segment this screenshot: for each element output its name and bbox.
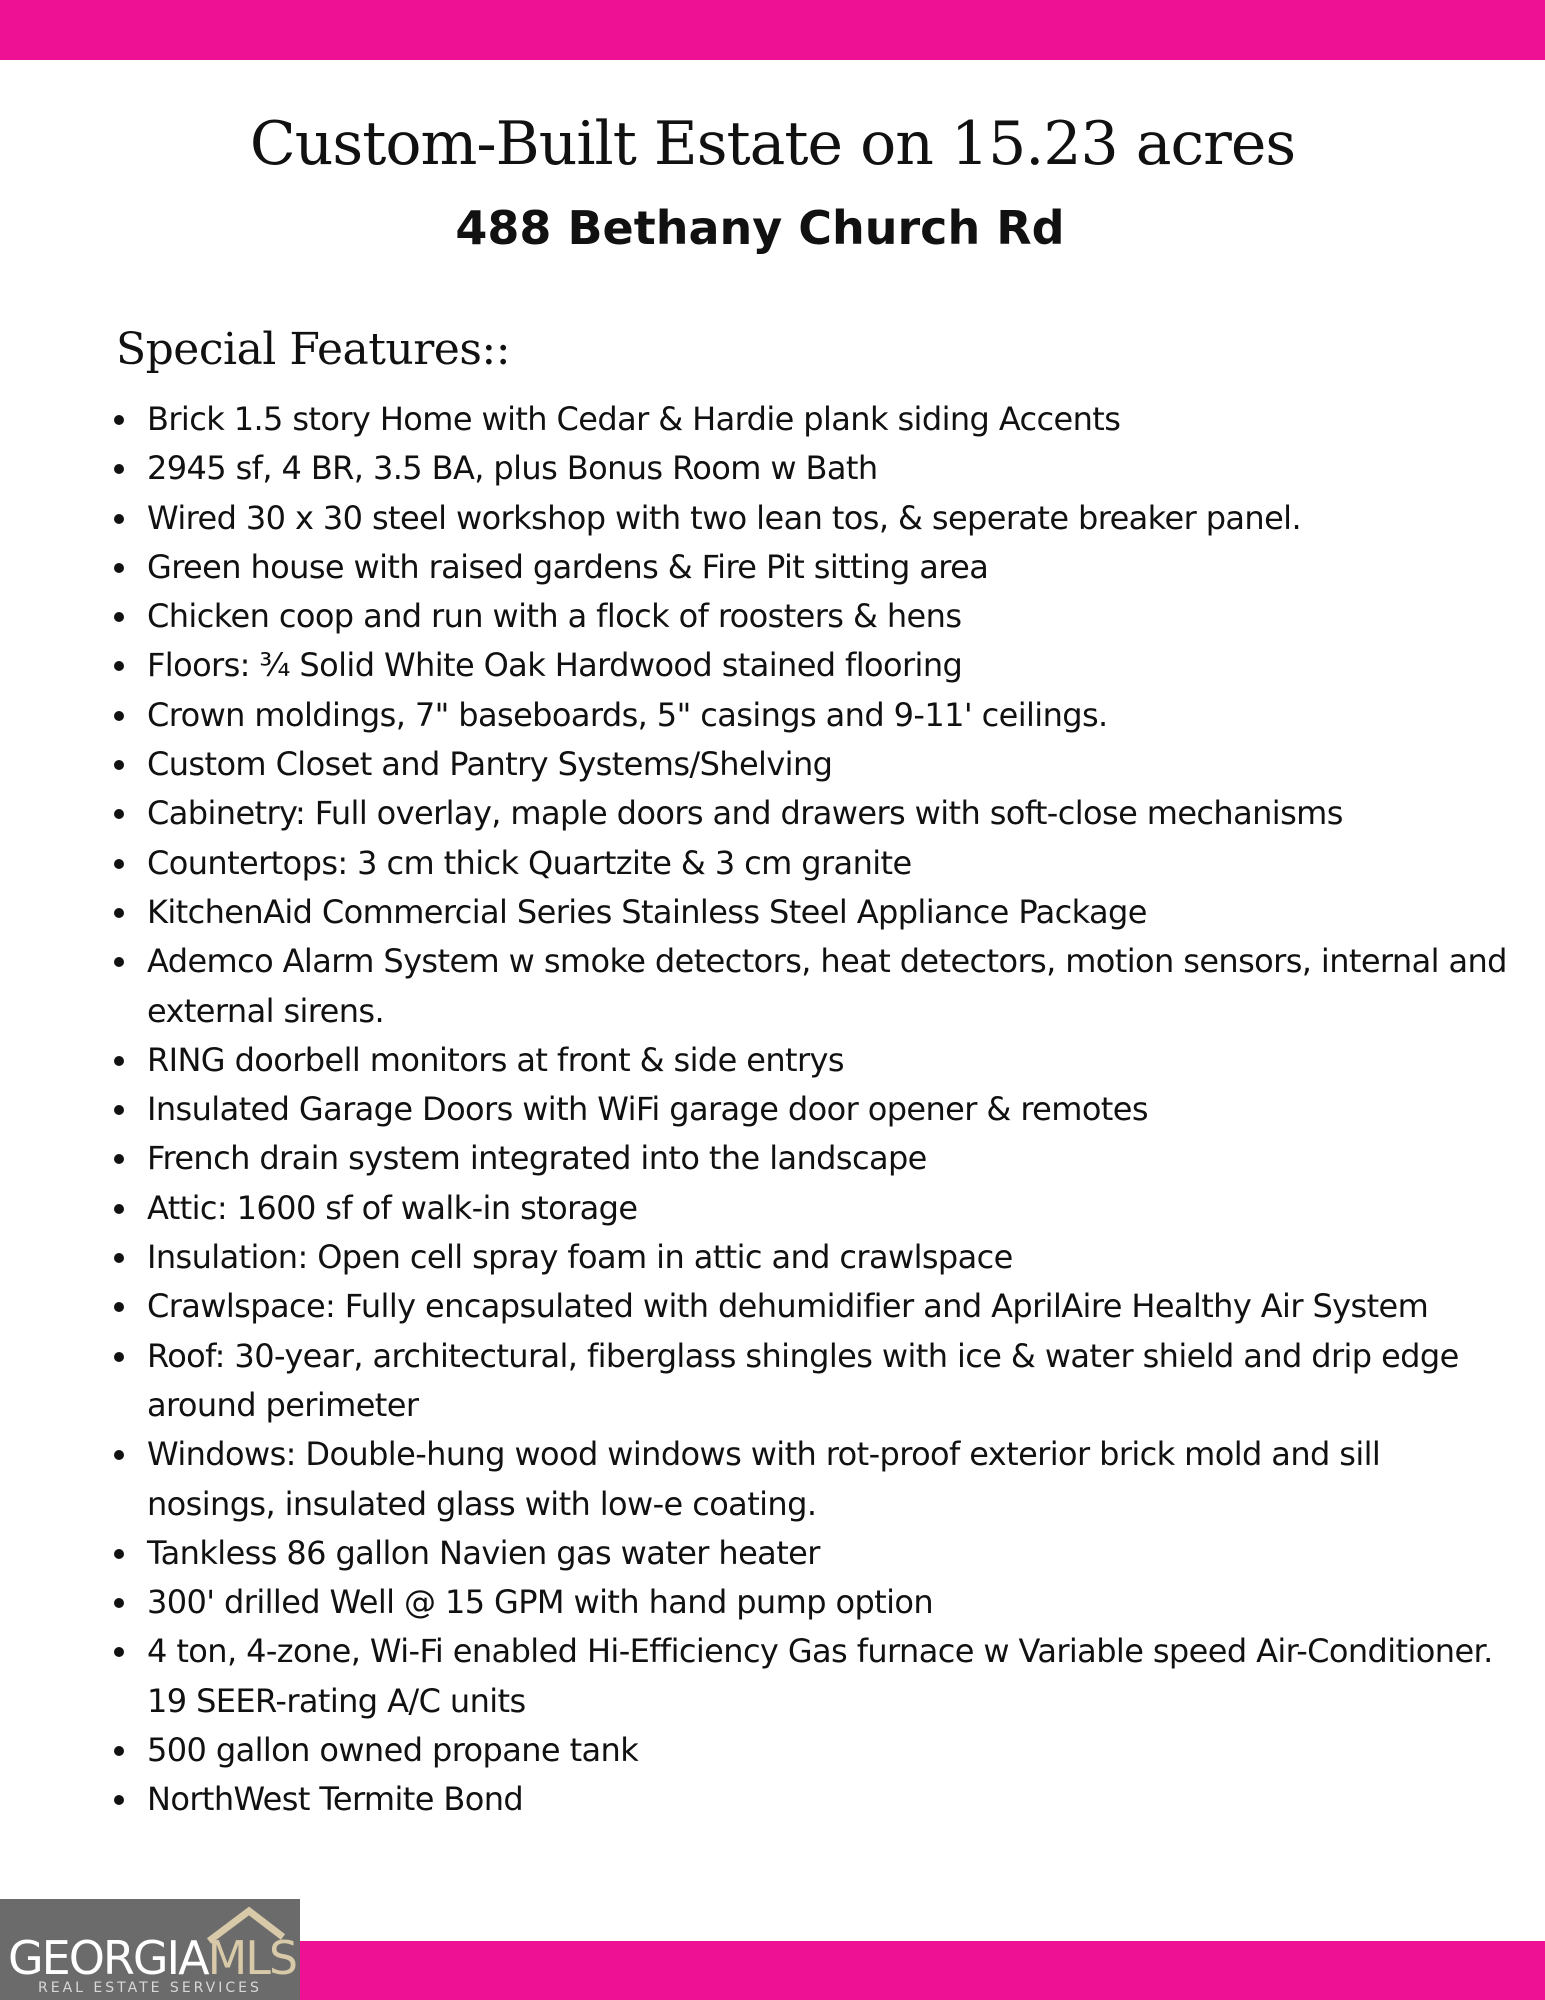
bullet-icon (114, 1154, 124, 1164)
bullet-icon (114, 711, 124, 721)
feature-item (110, 1529, 1510, 1578)
feature-item-text: 4 ton, 4-zone, Wi-Fi enabled Hi-Efficiency Gas furnace w Variable speed Air-Conditioner. 19 SEER-rating A/C units (147, 1632, 1493, 1720)
feature-item-text: 300' drilled Well @ 15 GPM with hand pump option (147, 1583, 934, 1622)
feature-item (110, 1430, 1510, 1529)
feature-item-text: Ademco Alarm System w smoke detectors, heat detectors, motion sensors, internal and external sirens. (147, 942, 1507, 1030)
bullet-icon (114, 859, 124, 869)
feature-item-text: Crawlspace: Fully encapsulated with dehumidifier and AprilAire Healthy Air System (147, 1287, 1429, 1326)
bullet-icon (114, 1450, 124, 1460)
feature-item (110, 839, 1510, 888)
bullet-icon (114, 1056, 124, 1066)
logo-tagline: REAL ESTATE SERVICES (38, 1980, 262, 1996)
feature-item (110, 1627, 1510, 1726)
feature-item-text: Crown moldings, 7" baseboards, 5" casings and 9-11' ceilings. (147, 695, 1108, 734)
bullet-icon (114, 760, 124, 770)
bullet-icon (114, 563, 124, 573)
bullet-icon (114, 464, 124, 474)
feature-item-text: 2945 sf, 4 BR, 3.5 BA, plus Bonus Room w Bath (147, 449, 878, 488)
feature-item (110, 1134, 1510, 1183)
feature-item (110, 789, 1510, 838)
feature-item (110, 888, 1510, 937)
bullet-icon (114, 1598, 124, 1608)
bullet-icon (114, 514, 124, 524)
special-features-heading: Special Features:: (116, 324, 511, 375)
bullet-icon (114, 809, 124, 819)
bullet-icon (114, 1549, 124, 1559)
feature-item-text: 500 gallon owned propane tank (147, 1731, 639, 1770)
feature-item-text: Chicken coop and run with a flock of roosters & hens (147, 597, 962, 636)
georgia-mls-logo (0, 1899, 300, 2000)
listing-address: 488 Bethany Church Rd (455, 201, 1065, 255)
bullet-icon (114, 1105, 124, 1115)
feature-item (110, 395, 1510, 444)
feature-item-text: Insulated Garage Doors with WiFi garage door opener & remotes (147, 1090, 1148, 1129)
feature-item-text: Insulation: Open cell spray foam in attic and crawlspace (147, 1238, 1013, 1277)
feature-item-text: Tankless 86 gallon Navien gas water heater (147, 1533, 820, 1572)
bullet-icon (114, 415, 124, 425)
bullet-icon (114, 1204, 124, 1214)
feature-item (110, 1282, 1510, 1331)
bullet-icon (114, 661, 124, 671)
feature-item (110, 937, 1510, 1036)
feature-item-text: Attic: 1600 sf of walk-in storage (147, 1188, 638, 1227)
bullet-icon (114, 1352, 124, 1362)
feature-item-text: Roof: 30-year, architectural, fiberglass shingles with ice & water shield and drip edge around perimeter (147, 1336, 1459, 1424)
logo-name-georgia: GEORGIA (8, 1931, 208, 1985)
feature-item-text: KitchenAid Commercial Series Stainless Steel Appliance Package (147, 892, 1147, 931)
feature-item (110, 1726, 1510, 1775)
feature-item-text: NorthWest Termite Bond (147, 1780, 524, 1819)
feature-item-text: Windows: Double-hung wood windows with rot-proof exterior brick mold and sill nosings, insulated glass with low-e coating. (147, 1435, 1381, 1523)
bullet-icon (114, 1302, 124, 1312)
bullet-icon (114, 957, 124, 967)
special-features-list (110, 395, 1510, 1825)
listing-title: Custom-Built Estate on 15.23 acres (249, 109, 1296, 179)
feature-item-text: Cabinetry: Full overlay, maple doors and drawers with soft-close mechanisms (147, 794, 1343, 833)
logo-wordmark (8, 1933, 296, 1983)
feature-item (110, 1184, 1510, 1233)
feature-item (110, 641, 1510, 690)
bullet-icon (114, 908, 124, 918)
feature-item (110, 592, 1510, 641)
feature-item (110, 444, 1510, 493)
feature-item (110, 494, 1510, 543)
feature-item (110, 1036, 1510, 1085)
top-accent-bar (0, 0, 1545, 60)
logo-name-mls: MLS (207, 1931, 297, 1985)
feature-item (110, 1775, 1510, 1824)
feature-item-text: RING doorbell monitors at front & side entrys (147, 1040, 844, 1079)
feature-item (110, 1578, 1510, 1627)
feature-item-text: Custom Closet and Pantry Systems/Shelving (147, 745, 833, 784)
feature-item-text: French drain system integrated into the landscape (147, 1139, 927, 1178)
bullet-icon (114, 1746, 124, 1756)
feature-item-text: Green house with raised gardens & Fire Pit sitting area (147, 547, 989, 586)
feature-item (110, 543, 1510, 592)
feature-item (110, 1233, 1510, 1282)
feature-item (110, 691, 1510, 740)
bullet-icon (114, 1253, 124, 1263)
bullet-icon (114, 1795, 124, 1805)
feature-item-text: Countertops: 3 cm thick Quartzite & 3 cm granite (147, 843, 912, 882)
feature-item (110, 740, 1510, 789)
feature-item-text: Brick 1.5 story Home with Cedar & Hardie plank siding Accents (147, 400, 1121, 438)
bullet-icon (114, 1647, 124, 1657)
bullet-icon (114, 612, 124, 622)
feature-item (110, 1332, 1510, 1431)
feature-item-text: Wired 30 x 30 steel workshop with two lean tos, & seperate breaker panel. (147, 498, 1302, 537)
feature-item (110, 1085, 1510, 1134)
feature-item-text: Floors: ¾ Solid White Oak Hardwood stained flooring (147, 646, 963, 685)
